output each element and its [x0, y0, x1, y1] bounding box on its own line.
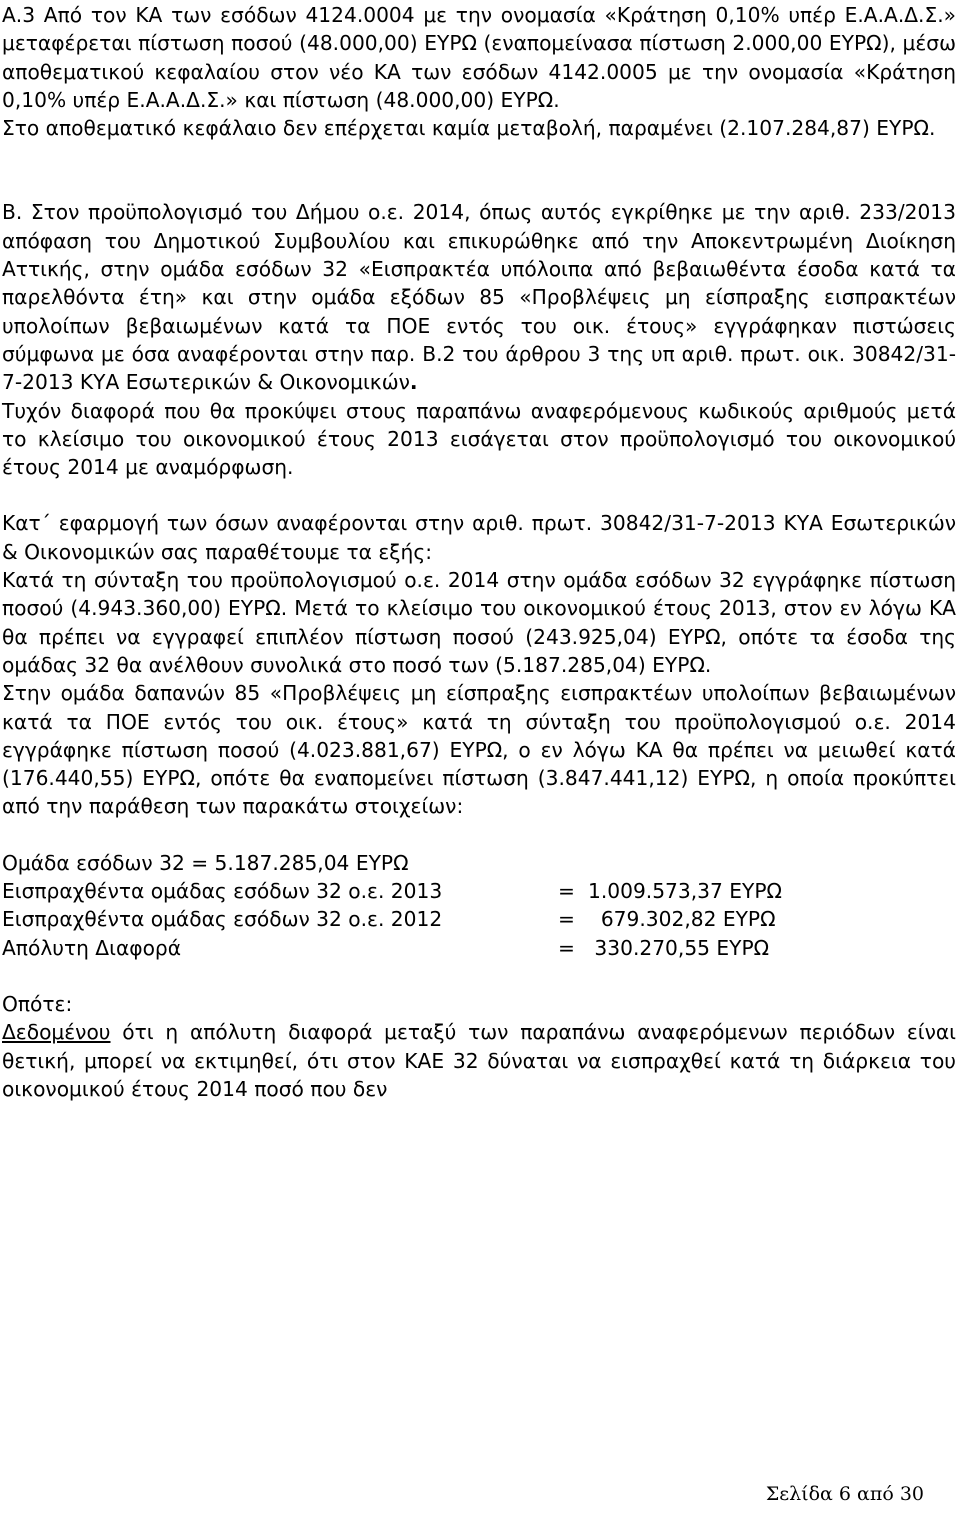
paragraph-expense-group-85: Στην ομάδα δαπανών 85 «Προβλέψεις μη είσπραξης εισπρακτέων υπολοίπων βεβαιωμένων κατά τα ΠΟΕ εντός του οικ. έτους» κατά τη σύνταξη του προϋπολογισμού ο.ε. 2014 εγγράφηκε πίστωση ποσού (4.023.881,67) ΕΥΡΩ, ο εν λόγω ΚΑ θα πρέπει να μειωθεί κατά (176.440,55) ΕΥΡΩ, οπότε θα εναπομείνει πίστωση (3.847.441,12) ΕΥΡΩ, η οποία προκύπτει από την παράθεση των παρακάτω στοιχείων: — [2, 681, 956, 819]
document-page — [2, 1, 956, 1103]
summary-equals: = — [558, 907, 575, 932]
spacer — [2, 481, 956, 509]
paragraph-b-end: . — [409, 370, 418, 395]
summary-value: 679.302,82 ΕΥΡΩ — [588, 907, 776, 932]
summary-value: 1.009.573,37 ΕΥΡΩ — [588, 879, 782, 904]
summary-row-difference — [2, 934, 956, 962]
summary-group-total: Ομάδα εσόδων 32 = 5.187.285,04 ΕΥΡΩ — [2, 850, 409, 875]
paragraph-conclusion — [2, 1018, 956, 1103]
paragraph-b — [2, 198, 956, 396]
spacer — [2, 962, 956, 990]
paragraph-revenue-group-32: Κατά τη σύνταξη του προϋπολογισμού ο.ε. 2014 στην ομάδα εσόδων 32 εγγράφηκε πίστωση ποσού (4.943.360,00) ΕΥΡΩ. Μετά το κλείσιμο του οικονομικού έτους 2013, στον εν λόγω ΚΑ θα πρέπει να εγγραφεί επιπλέον πίστωση ποσού (243.925,04) ΕΥΡΩ, οπότε τα έσοδα της ομάδας 32 θα ανέλθουν συνολικά στο ποσό των (5.187.285,04) ΕΥΡΩ. — [2, 568, 956, 677]
summary-row-2012 — [2, 905, 956, 933]
summary-label: Απόλυτη Διαφορά — [2, 935, 182, 960]
page-number: Σελίδα 6 από 30 — [765, 1483, 924, 1505]
summary-row-2013 — [2, 877, 956, 905]
summary-value: 330.270,55 ΕΥΡΩ — [588, 935, 770, 960]
paragraph-b-text: Β. Στον προϋπολογισμό του Δήμου ο.ε. 2014, όπως αυτός εγκρίθηκε με την αριθ. 233/2013 απόφαση του Δημοτικού Συμβουλίου και επικυρώθηκε από την Αποκεντρωμένη Διοίκηση Αττικής, στην ομάδα εσόδων 32 «Εισπρακτέα υπόλοιπα από βεβαιωθέντα έσοδα κατά τα παρελθόντα έτη» και στην ομάδα εξόδων 85 «Προβλέψεις μη είσπραξης εισπρακτέων υπολοίπων βεβαιωμένων κατά τα ΠΟΕ εντός του οικ. έτους» εγγράφηκαν πιστώσεις σύμφωνα με όσα αναφέρονται στην παρ. Β.2 του άρθρου 3 της υπ αριθ. πρωτ. οικ. 30842/31-7-2013 ΚΥΑ Εσωτερικών & Οικονομικών — [2, 200, 956, 395]
paragraph-application: Κατ΄ εφαρμογή των όσων αναφέρονται στην αριθ. πρωτ. 30842/31-7-2013 ΚΥΑ Εσωτερικών & Οικονομικών σας παραθέτουμε τα εξής: — [2, 511, 956, 564]
paragraph-reserve-capital: Στο αποθεματικό κεφάλαιο δεν επέρχεται καμία μεταβολή, παραμένει (2.107.284,87) ΕΥΡΩ. — [2, 116, 936, 141]
paragraph-difference: Τυχόν διαφορά που θα προκύψει στους παραπάνω αναφερόμενους κωδικούς αριθμούς μετά το κλείσιμο του οικονομικού έτους 2013 εισάγεται στον προϋπολογισμό του οικονομικού έτους 2014 με αναμόρφωση. — [2, 398, 956, 480]
summary-label: Εισπραχθέντα ομάδας εσόδων 32 ο.ε. 2013 — [2, 879, 443, 904]
summary-label: Εισπραχθέντα ομάδας εσόδων 32 ο.ε. 2012 — [2, 907, 443, 932]
conclusion-text: ότι η απόλυτη διαφορά μεταξύ των παραπάνω αναφερόμενων περιόδων είναι θετική, μπορεί να εκτιμηθεί, ότι στον ΚΑΕ 32 δύναται να εισπραχθεί κατά τη διάρκεια του οικονομικού έτους 2014 ποσό που δεν — [2, 1020, 956, 1101]
spacer — [2, 142, 956, 198]
summary-block — [2, 849, 956, 962]
therefore-label: Οπότε: — [2, 991, 73, 1016]
summary-equals: = — [558, 879, 575, 904]
paragraph-a3: Α.3 Από τον ΚΑ των εσόδων 4124.0004 με την ονομασία «Κράτηση 0,10% υπέρ Ε.Α.Α.Δ.Σ.» μεταφέρεται πίστωση ποσού (48.000,00) ΕΥΡΩ (εναπομείνασα πίστωση 2.000,00 ΕΥΡΩ), μέσω αποθεματικού κεφαλαίου στον νέο ΚΑ των εσόδων 4142.0005 με την ονομασία «Κράτηση 0,10% υπέρ Ε.Α.Α.Δ.Σ.» και πίστωση (48.000,00) ΕΥΡΩ. — [2, 3, 956, 112]
conclusion-lead: Δεδομένου — [2, 1020, 111, 1045]
summary-equals: = — [558, 935, 575, 960]
spacer — [2, 821, 956, 849]
